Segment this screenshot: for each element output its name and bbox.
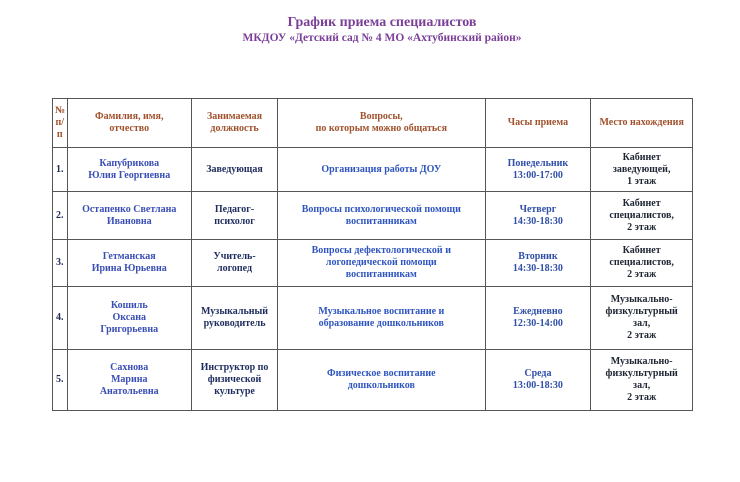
row-number: 2. — [53, 192, 68, 240]
cell-text-line: Кошиль — [110, 300, 148, 311]
cell-text-line: Место нахождения — [599, 117, 684, 128]
cell-text-line: п/ — [55, 117, 65, 128]
cell-text-line: Григорьевна — [100, 324, 159, 335]
cell-text-line: Вопросы дефектологической и — [311, 245, 451, 256]
location — [591, 148, 693, 192]
cell-text-line: дошкольников — [347, 380, 415, 391]
table-row — [53, 350, 693, 411]
location — [591, 240, 693, 287]
cell-text-line: 2 этаж — [627, 221, 657, 233]
cell-text-line: Сахнова — [110, 362, 149, 373]
header-position — [191, 99, 277, 148]
cell-text-line: зал, — [633, 380, 651, 391]
row-number: 4. — [53, 287, 68, 350]
cell-text-line: логопед — [217, 263, 253, 274]
cell-text-line: отчество — [109, 123, 150, 134]
specialist-name — [67, 240, 191, 287]
reception-hours — [485, 240, 591, 287]
header-full-name — [67, 99, 191, 148]
specialist-name — [67, 148, 191, 192]
cell-text-line: 14:30-18:30 — [512, 215, 563, 227]
consultation-topics — [278, 240, 485, 287]
row-number: 5. — [53, 350, 68, 411]
header-number — [53, 99, 68, 148]
specialist-position — [191, 350, 277, 411]
location — [591, 287, 693, 350]
cell-text-line: 13:00-17:00 — [512, 169, 563, 181]
page-title: График приема специалистов — [287, 15, 477, 30]
cell-text-line: по которым можно общаться — [315, 123, 447, 134]
cell-text-line: культуре — [214, 386, 255, 397]
cell-text-line: Вопросы психологической помощи — [301, 203, 461, 215]
header-topics — [278, 99, 485, 148]
header-location — [591, 99, 693, 148]
cell-text-line: 14:30-18:30 — [512, 263, 563, 274]
cell-text-line: Кабинет — [622, 245, 661, 256]
specialist-name — [67, 192, 191, 240]
cell-text-line: Организация работы ДОУ — [321, 163, 442, 175]
consultation-topics — [278, 350, 485, 411]
consultation-topics — [278, 148, 485, 192]
consultation-topics — [278, 192, 485, 240]
cell-text-line: п — [56, 129, 63, 140]
cell-text-line: Часы приема — [507, 117, 569, 128]
cell-text-line: Музыкальное воспитание и — [318, 306, 445, 317]
document-header — [0, 15, 740, 45]
reception-hours — [485, 350, 591, 411]
cell-text-line: Заведующая — [206, 163, 263, 175]
specialist-name — [67, 350, 191, 411]
cell-text-line: Капубрикова — [99, 157, 160, 169]
cell-text-line: Четверг — [519, 203, 557, 215]
cell-text-line: Кабинет — [622, 151, 661, 163]
cell-text-line: Музыкально- — [610, 356, 673, 367]
table-row — [53, 287, 693, 350]
reception-hours — [485, 192, 591, 240]
cell-text-line: 13:00-18:30 — [512, 380, 563, 391]
cell-text-line: Инструктор по — [200, 362, 269, 373]
cell-text-line: зал, — [633, 318, 651, 329]
row-number: 3. — [53, 240, 68, 287]
specialist-position — [191, 240, 277, 287]
table-row — [53, 192, 693, 240]
cell-text-line: Педагог- — [214, 203, 255, 215]
cell-text-line: Среда — [524, 368, 552, 379]
cell-text-line: руководитель — [203, 318, 266, 329]
cell-text-line: Ежедневно — [513, 306, 563, 317]
cell-text-line: 2 этаж — [627, 392, 657, 403]
cell-text-line: заведующей, — [612, 163, 671, 175]
cell-text-line: специалистов, — [609, 257, 674, 268]
cell-text-line: Ирина Юрьевна — [91, 263, 167, 274]
specialist-position — [191, 148, 277, 192]
cell-text-line: Музыкально- — [610, 294, 673, 305]
cell-text-line: психолог — [214, 215, 255, 227]
cell-text-line: Юлия Георгиевна — [88, 169, 171, 181]
cell-text-line: Вопросы, — [359, 111, 403, 122]
cell-text-line: 2 этаж — [627, 269, 657, 280]
cell-text-line: Кабинет — [622, 197, 661, 209]
cell-text-line: 2 этаж — [627, 330, 657, 341]
cell-text-line: Вторник — [518, 251, 558, 262]
cell-text-line: Понедельник — [507, 157, 569, 169]
consultation-topics — [278, 287, 485, 350]
cell-text-line: Физическое воспитание — [326, 368, 436, 379]
table-row — [53, 148, 693, 192]
specialist-position — [191, 287, 277, 350]
page-subtitle: МКДОУ «Детский сад № 4 МО «Ахтубинский район» — [242, 32, 522, 44]
cell-text-line: Учитель- — [213, 251, 256, 262]
cell-text-line: Занимаемая — [206, 111, 263, 122]
cell-text-line: Фамилия, имя, — [95, 111, 164, 122]
cell-text-line: Анатольевна — [99, 386, 159, 397]
table-header-row — [53, 99, 693, 148]
cell-text-line: № — [55, 105, 66, 116]
cell-text-line: Музыкальный — [201, 306, 269, 317]
table-row — [53, 240, 693, 287]
cell-text-line: воспитанникам — [345, 269, 417, 280]
location — [591, 350, 693, 411]
header-hours — [485, 99, 591, 148]
cell-text-line: воспитанникам — [345, 215, 417, 227]
specialist-name — [67, 287, 191, 350]
cell-text-line: должность — [210, 123, 259, 134]
row-number: 1. — [53, 148, 68, 192]
specialist-position — [191, 192, 277, 240]
cell-text-line: Оксана — [112, 312, 147, 323]
cell-text-line: образование дошкольников — [318, 318, 444, 329]
cell-text-line: физкультурный — [605, 306, 678, 317]
cell-text-line: физической — [207, 374, 262, 385]
cell-text-line: Марина — [110, 374, 148, 385]
reception-hours — [485, 287, 591, 350]
reception-hours — [485, 148, 591, 192]
cell-text-line: Ивановна — [106, 215, 152, 227]
location — [591, 192, 693, 240]
cell-text-line: логопедической помощи — [325, 257, 437, 268]
cell-text-line: 12:30-14:00 — [512, 318, 563, 329]
cell-text-line: Остапенко Светлана — [82, 203, 177, 215]
cell-text-line: физкультурный — [605, 368, 678, 379]
cell-text-line: специалистов, — [609, 209, 674, 221]
cell-text-line: 1 этаж — [627, 175, 657, 187]
schedule-table — [52, 98, 693, 411]
cell-text-line: Гетманская — [102, 251, 156, 262]
